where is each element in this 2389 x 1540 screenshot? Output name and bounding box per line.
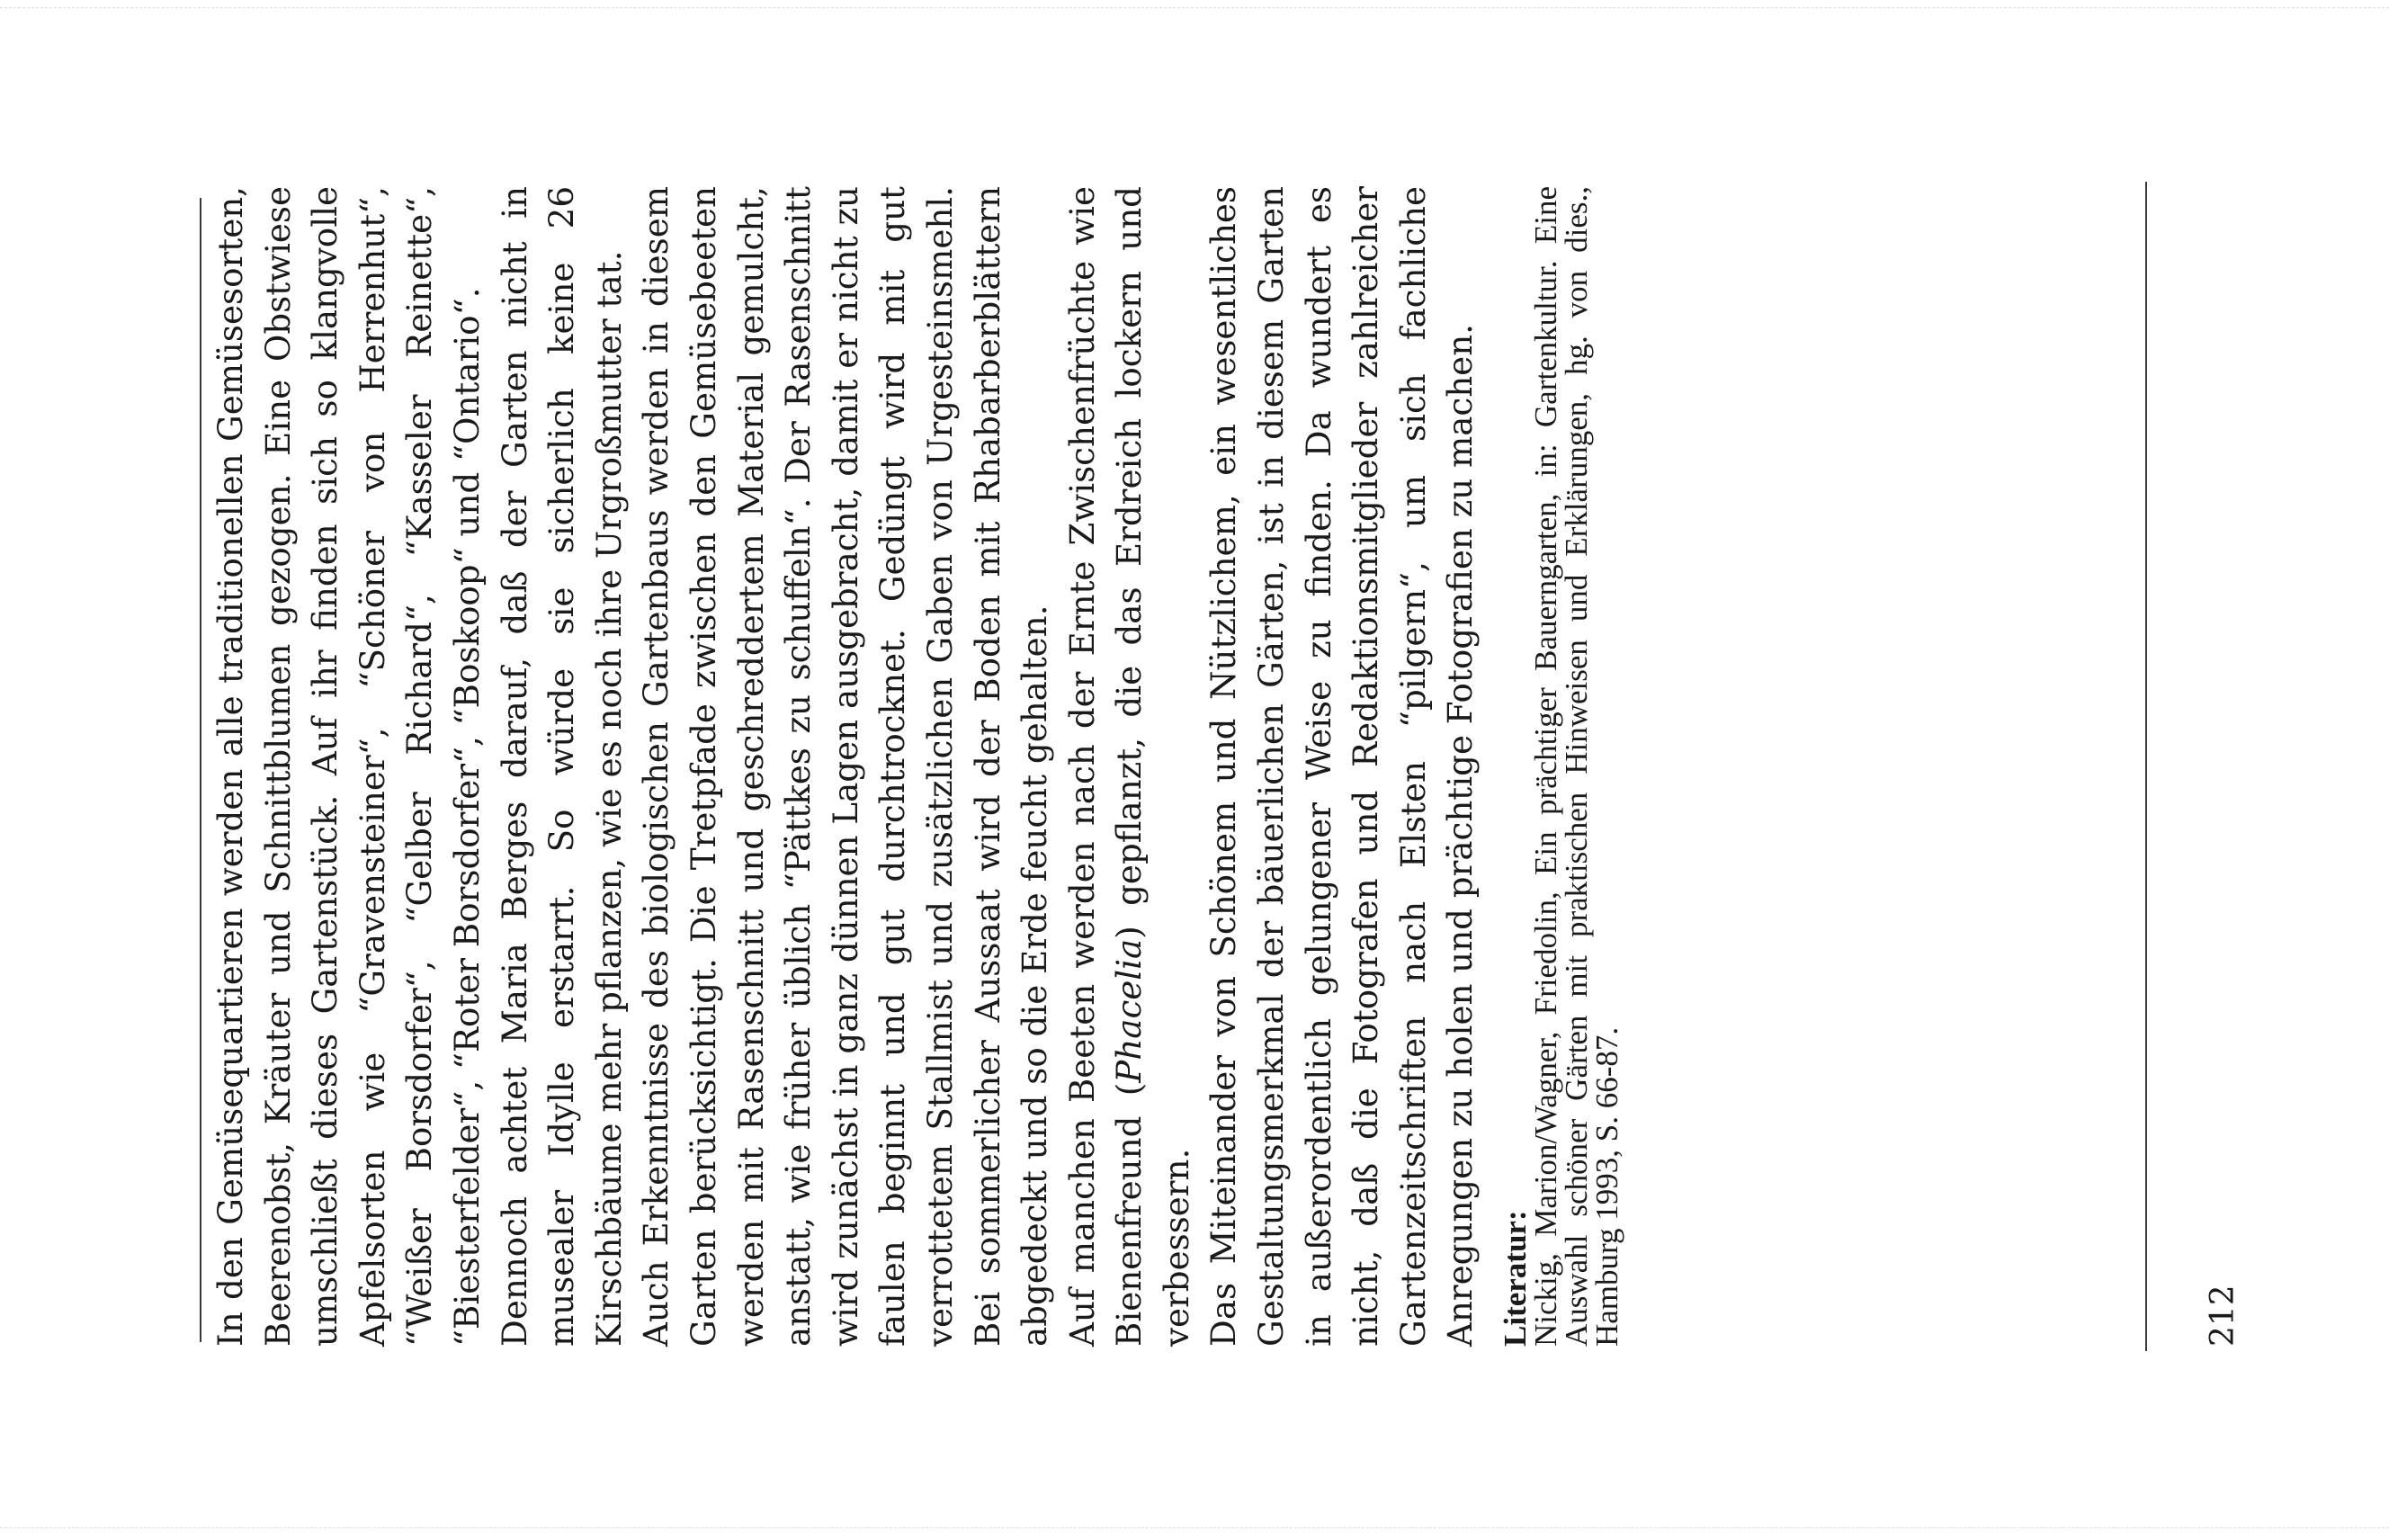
page-number: 212: [2205, 1285, 2241, 1347]
catch-crops-phacelia: Phacelia: [1109, 938, 1150, 1083]
paragraph-catch-crops: [1059, 186, 1201, 1347]
paragraph-biological-gardening: Auch Erkenntnisse des biologischen Gartenbaus werden in diesem Garten berücksichtigt. Die Tretpfade zwischen den Gemüsebeeten werden mit Rasenschnitt und geschreddertem Material gemulcht, anstatt, wie früher üblich “Pättkes zu schuffeln“. Der Rasenschnitt wird zunächst in ganz dünnen Lagen ausgebracht, damit er nicht zu faulen beginnt und gut durchtrocknet. Gedüngt wird mit gut verrottetem Stallmist und zusätzlichen Gaben von Urgesteinsmehl. Bei sommerlicher Aussaat wird der Boden mit Rhabarberblättern abgedeckt und so die Erde feucht gehalten.: [636, 186, 1055, 1347]
catch-crops-part-2: ) gepflanzt, die das Erdreich lockern und verbessern.: [1109, 186, 1196, 1347]
bottom-rule: [2145, 182, 2147, 1351]
literature-entry: Nickig, Marion/Wagner, Friedolin, Ein prächtiger Bauerngarten, in: Gartenkultur. Eine Auswahl schöner Gärten mit praktischen Hinweisen und Erklärungen, hg. von dies., Hamburg 1993, S. 66-87.: [1528, 186, 1624, 1347]
top-rule: [200, 198, 201, 1342]
paragraph-beauty-and-utility: Das Miteinander von Schönem und Nützlichem, ein wesentliches Gestaltungsmerkmal der bäuerlichen Gärten, ist in diesem Garten in außerordentlich gelungener Weise zu finden. Da wundert es nicht, daß die Fotografen und Redaktionsmitglieder zahlreicher Gartenzeitschriften nach Elsten “pilgern“, um sich fachliche Anregungen zu holen und prächtige Fotografien zu machen.: [1203, 186, 1481, 1347]
catch-crops-part-1: Auf manchen Beeten werden nach der Ernte Zwischenfrüchte wie Bienenfreund (: [1061, 186, 1150, 1347]
body-text: [207, 186, 1484, 1347]
paragraph-vegetable-quarters: In den Gemüsequartieren werden alle traditionellen Gemüsesorten, Beerenobst, Kräuter und Schnittblumen gezogen. Eine Obstwiese umschließt dieses Gartenstück. Auf ihr finden sich so klangvolle Apfelsorten wie “Gravensteiner“, “Schöner von Herrenhut“, “Weißer Borsdorfer“, “Gelber Richard“, “Kasseler Reinette“, “Biesterfelder“, “Roter Borsdorfer“, “Boskoop“ und “Ontario“.: [210, 186, 487, 1347]
literature-heading: Literatur:: [1498, 1210, 1533, 1347]
paragraph-museum-idyll: Dennoch achtet Maria Berges darauf, daß der Garten nicht in musealer Idylle erstarrt. So würde sie sicherlich keine 26 Kirschbäume mehr pflanzen, wie es noch ihre Urgroßmutter tat.: [494, 186, 629, 1347]
literature-section: [1500, 186, 1623, 1347]
